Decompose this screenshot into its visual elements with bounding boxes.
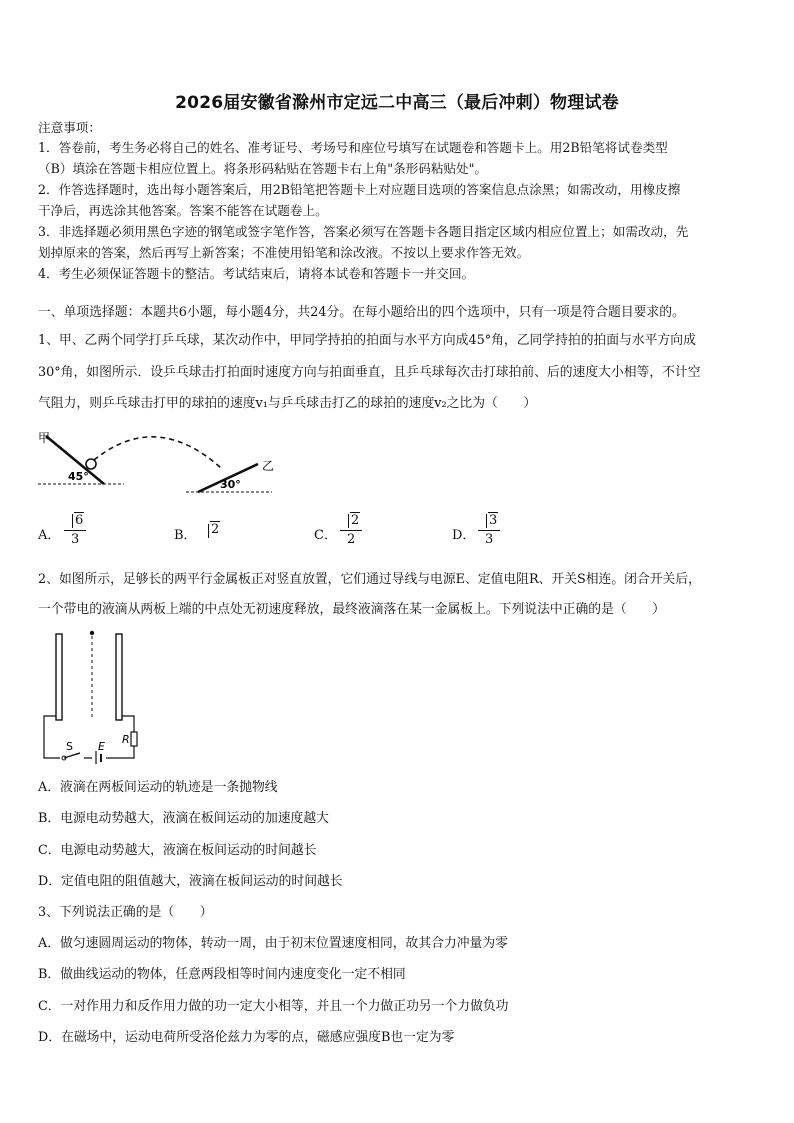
circuit-wire [44, 716, 134, 758]
label-r: R [122, 733, 130, 746]
droplet [90, 631, 94, 635]
q2-option-c: C．电源电动势越大，液滴在板间运动的时间越长 [38, 843, 317, 858]
q1-option-a-value: $\frac{6}{3}$ [64, 512, 86, 549]
q3-stem: 3、下列说法正确的是（ ） [38, 905, 213, 920]
notice-line-1: 1．答卷前，考生务必将自己的姓名、准考证号、考场号和座位号填写在试题卷和答题卡上。用2B铅笔将试卷类型 [38, 140, 668, 155]
angle-45: 45° [68, 470, 89, 483]
q1-option-c-value: $\frac{2}{2}$ [340, 512, 362, 549]
q3-option-b: B．做曲线运动的物体，任意两段相等时间内速度变化一定不相同 [38, 967, 406, 982]
trajectory [94, 437, 221, 468]
section-heading: 一、单项选择题：本题共6小题，每小题4分，共24分。在每小题给出的四个选项中，只有一项是符合题目要求的。 [38, 305, 685, 320]
q3-option-d: D．在磁场中，运动电荷所受洛伦兹力为零的点，磁感应强度B也一定为零 [38, 1030, 455, 1045]
q1-option-b-label: B． [174, 528, 197, 543]
q1-figure [36, 428, 276, 498]
page-title: 2026届安徽省滁州市定远二中高三（最后冲刺）物理试卷 [175, 93, 619, 113]
notice-line-7: 4．考生必须保证答题卡的整洁。考试结束后，请将本试卷和答题卡一并交回。 [38, 266, 475, 281]
q2-option-a: A．液滴在两板间运动的轨迹是一条抛物线 [38, 780, 278, 795]
q1-option-d-label: D． [452, 528, 476, 543]
q1-option-a-label: A． [38, 528, 61, 543]
notice-line-2: （B）填涂在答题卡相应位置上。将条形码粘贴在答题卡右上角"条形码粘贴处"。 [38, 161, 488, 176]
q2-option-b: B．电源电动势越大，液滴在板间运动的加速度越大 [38, 811, 329, 826]
q2-line-1: 2、如图所示，足够长的两平行金属板正对竖直放置，它们通过导线与电源E、定值电阻R、开关S相连。闭合开关后， [38, 572, 701, 587]
right-plate [116, 634, 122, 720]
q1-option-b-value: 2 [202, 522, 220, 537]
q2-line-2: 一个带电的液滴从两板上端的中点处无初速度释放，最终液滴落在某一金属板上。下列说法中正确的是（ ） [38, 602, 666, 617]
q1-option-c-label: C． [314, 528, 337, 543]
notice-line-4: 干净后，再选涂其他答案。答案不能答在试题卷上。 [38, 203, 328, 218]
angle-30: 30° [220, 478, 241, 491]
q3-option-a: A．做匀速圆周运动的物体，转动一周，由于初末位置速度相同，故其合力冲量为零 [38, 936, 508, 951]
notice-line-3: 2．作答选择题时，选出每小题答案后，用2B铅笔把答题卡上对应题目选项的答案信息点涂黑；如需改动，用橡皮擦 [38, 182, 681, 197]
resistor-r [131, 732, 137, 746]
q1-option-d-value: $\frac{3}{3}$ [478, 512, 500, 549]
q1-line-1: 1、甲、乙两个同学打乒乓球，某次动作中，甲同学持拍的拍面与水平方向成45°角，乙同学持拍的拍面与水平方向成 [38, 333, 696, 348]
left-plate [56, 634, 62, 720]
q1-line-2: 30°角，如图所示．设乒乓球击打拍面时速度方向与拍面垂直，且乒乓球每次击打球拍前、后的速度大小相等，不计空 [38, 365, 701, 380]
q2-option-d: D．定值电阻的阻值越大，液滴在板间运动的时间越长 [38, 874, 343, 889]
label-e: E [98, 740, 105, 753]
label-s: S [66, 740, 73, 753]
notice-heading: 注意事项： [38, 120, 101, 135]
q1-line-3: 气阻力，则乒乓球击打甲的球拍的速度v₁与乒乓球击打乙的球拍的速度v₂之比为（ ） [38, 396, 537, 411]
label-jia: 甲 [38, 431, 51, 445]
label-yi: 乙 [262, 459, 275, 473]
notice-line-5: 3．非选择题必须用黑色字迹的钢笔或签字笔作答，答案必须写在答题卡各题目指定区域内相应位置上；如需改动，先 [38, 224, 689, 239]
notice-line-6: 划掉原来的答案，然后再写上新答案；不准使用铅笔和涂改液。不按以上要求作答无效。 [38, 245, 530, 260]
q2-figure [36, 628, 148, 764]
q3-option-c: C．一对作用力和反作用力做的功一定大小相等，并且一个力做正功另一个力做负功 [38, 999, 509, 1014]
